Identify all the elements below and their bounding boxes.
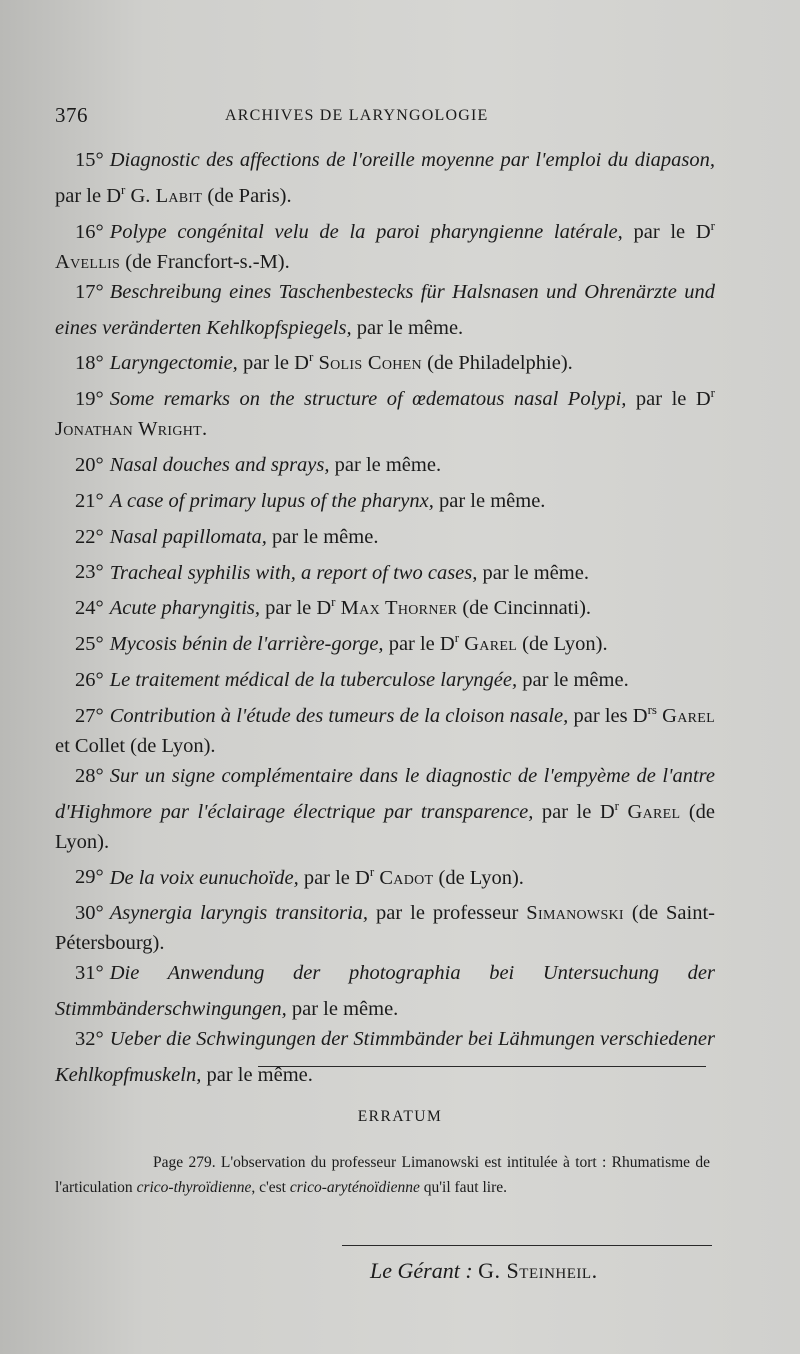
entry-author-prefix: par le D: [237, 352, 309, 375]
list-item: [55, 444, 715, 480]
entry-honorific: r: [710, 385, 715, 401]
entry-author-name: Jonathan Wright: [55, 418, 203, 441]
entry-honorific: r: [710, 217, 715, 233]
entry-number: 29°: [75, 866, 104, 889]
entry-number: 21°: [75, 489, 104, 512]
entry-title: Sur un signe complémentaire dans le diagnostic de l'empyème de l'antre d'Highmore par l'éclairage électrique par transparence,: [55, 764, 715, 823]
entry-title: Laryngectomie,: [109, 352, 238, 375]
entry-author-prefix: par le D: [533, 800, 615, 823]
entry-title: Ueber die Schwingungen der Stimmbänder bei Lähmungen verschiedener Kehlkopfmuskeln,: [55, 1028, 715, 1086]
entry-title: Nasal papillomata,: [109, 525, 267, 548]
entry-author-prefix: par le même.: [201, 1063, 313, 1086]
list-item: [55, 145, 715, 211]
list-item: [55, 695, 715, 761]
erratum-text: [55, 1150, 710, 1200]
entry-author-prefix: par le même.: [286, 998, 399, 1021]
entry-author-name: Simanowski: [526, 902, 624, 925]
list-item: [55, 587, 715, 623]
list-item: [55, 892, 715, 958]
entry-author-prefix: par le même.: [266, 525, 379, 548]
entry-number: 26°: [75, 668, 104, 691]
entry-author-name: Cadot: [379, 866, 434, 889]
list-item: [55, 1024, 715, 1090]
footer-divider: [342, 1245, 712, 1246]
erratum-text-after: qu'il faut lire.: [419, 1179, 508, 1196]
entry-title: Nasal douches and sprays,: [109, 453, 330, 476]
entry-author-name: Max Thorner: [340, 597, 458, 620]
entry-author-prefix: par le professeur: [368, 902, 527, 925]
entry-number: 15°: [75, 149, 104, 171]
list-item: [55, 659, 715, 695]
entry-number: 18°: [75, 352, 104, 375]
list-item: [55, 857, 715, 893]
entry-number: 23°: [75, 561, 104, 584]
entry-spacer: G.: [125, 184, 156, 207]
section-divider: [258, 1066, 706, 1067]
list-item: [55, 277, 715, 343]
entry-author-name: Garel: [627, 800, 681, 823]
list-item: [55, 761, 715, 857]
entry-tail: (de Lyon).: [433, 866, 524, 889]
entry-tail: et Collet (de Lyon).: [55, 734, 216, 757]
entry-title: Die Anwendung der photographia bei Untersuchung der Stimmbänderschwingungen,: [55, 962, 715, 1021]
entry-author-prefix: par le même.: [477, 561, 589, 584]
entry-tail: (de Philadelphie).: [421, 352, 573, 375]
entry-number: 28°: [75, 764, 104, 787]
entry-tail: (de Cincinnati).: [457, 597, 592, 620]
entry-author-prefix: par le D: [298, 866, 370, 889]
entry-number: 16°: [75, 220, 104, 243]
entry-title: Contribution à l'étude des tumeurs de la cloison nasale,: [109, 704, 569, 727]
gerant-name: G. Steinheil.: [478, 1258, 598, 1283]
page-header: [55, 103, 755, 133]
entry-title: Beschreibung eines Taschenbestecks für Halsnasen und Ohrenärzte und eines veränderten Kehlkopfspiegels,: [55, 280, 715, 339]
entry-number: 27°: [75, 704, 104, 727]
entry-title: Asynergia laryngis transitoria,: [109, 902, 369, 925]
entry-title: Polype congénital velu de la paroi pharyngienne latérale,: [109, 220, 623, 243]
entry-title: Tracheal syphilis with, a report of two cases,: [109, 561, 478, 584]
entry-title: Acute pharyngitis,: [109, 597, 261, 620]
erratum-italic-2: crico-aryténoïdienne: [289, 1179, 420, 1196]
entry-number: 19°: [75, 388, 104, 411]
entry-honorific: r: [121, 182, 126, 197]
entry-author-name: Solis Cohen: [318, 352, 422, 375]
list-item: [55, 342, 715, 378]
entry-title: Diagnostic des affections de l'oreille moyenne par l'emploi du diapason,: [109, 149, 715, 171]
entry-tail: (de Saint-Pétersbourg).: [55, 902, 715, 955]
entry-honorific: r: [331, 594, 336, 610]
erratum-text-middle: , c'est: [251, 1179, 290, 1196]
list-item: [55, 480, 715, 516]
entry-author-prefix: par le même.: [433, 489, 546, 512]
list-item: [55, 623, 715, 659]
page-number: 376: [55, 103, 88, 127]
entry-number: 20°: [75, 453, 104, 476]
entry-author-name: Garel: [662, 704, 716, 727]
entry-author-prefix: par le D: [622, 220, 711, 243]
entry-title: Some remarks on the structure of œdematous nasal Polypi,: [109, 388, 627, 411]
entry-author-name: Avellis: [55, 250, 121, 273]
list-item: [55, 516, 715, 552]
entry-title: Le traitement médical de la tuberculose laryngée,: [109, 668, 518, 691]
entry-author-prefix: par le D: [55, 184, 122, 207]
entry-author-name: Garel: [464, 633, 518, 656]
entry-author-prefix: par le D: [260, 597, 332, 620]
list-item: [55, 211, 715, 277]
entry-tail: (de Lyon).: [55, 800, 715, 853]
entry-title: Mycosis bénin de l'arrière-gorge,: [109, 633, 384, 656]
bibliography-list: [55, 145, 715, 1090]
entry-honorific: r: [369, 863, 375, 879]
erratum-italic-1: crico-thyroïdienne: [136, 1179, 252, 1196]
entry-number: 31°: [75, 962, 104, 985]
entry-number: 24°: [75, 597, 104, 620]
entry-tail: (de Lyon).: [517, 633, 608, 656]
entry-author-prefix: par le D: [383, 633, 455, 656]
entry-author-prefix: par le même.: [329, 453, 442, 476]
entry-tail: .: [202, 418, 208, 441]
entry-honorific: r: [614, 797, 619, 813]
entry-author-prefix: par le D: [626, 388, 711, 411]
entry-author-prefix: par le même.: [351, 316, 464, 339]
gerant-label: Le Gérant :: [370, 1258, 473, 1283]
list-item: [55, 552, 715, 588]
entry-tail: (de Paris).: [202, 184, 292, 207]
entry-number: 17°: [75, 280, 104, 303]
entry-honorific: r: [454, 630, 460, 646]
entry-honorific: rs: [647, 701, 657, 717]
entry-number: 30°: [75, 902, 104, 925]
list-item: [55, 958, 715, 1024]
entry-title: A case of primary lupus of the pharynx,: [109, 489, 434, 512]
erratum-heading: ERRATUM: [357, 1108, 443, 1125]
entry-author-prefix: par les D: [568, 704, 648, 727]
list-item: [55, 378, 715, 444]
entry-tail: (de Francfort-s.-M).: [120, 250, 290, 273]
running-head: ARCHIVES DE LARYNGOLOGIE: [225, 107, 489, 124]
entry-author-prefix: par le même.: [517, 668, 629, 691]
gerant-signature: [370, 1258, 598, 1284]
erratum-text-before: Page 279. L'observation du professeur Limanowski est intitulée à tort : Rhumatisme de l'articulation: [55, 1154, 710, 1196]
entry-author-name: Labit: [155, 184, 203, 207]
entry-number: 22°: [75, 525, 104, 548]
entry-number: 25°: [75, 633, 104, 656]
entry-honorific: r: [308, 349, 314, 365]
entry-title: De la voix eunuchoïde,: [109, 866, 299, 889]
entry-number: 32°: [75, 1028, 104, 1051]
